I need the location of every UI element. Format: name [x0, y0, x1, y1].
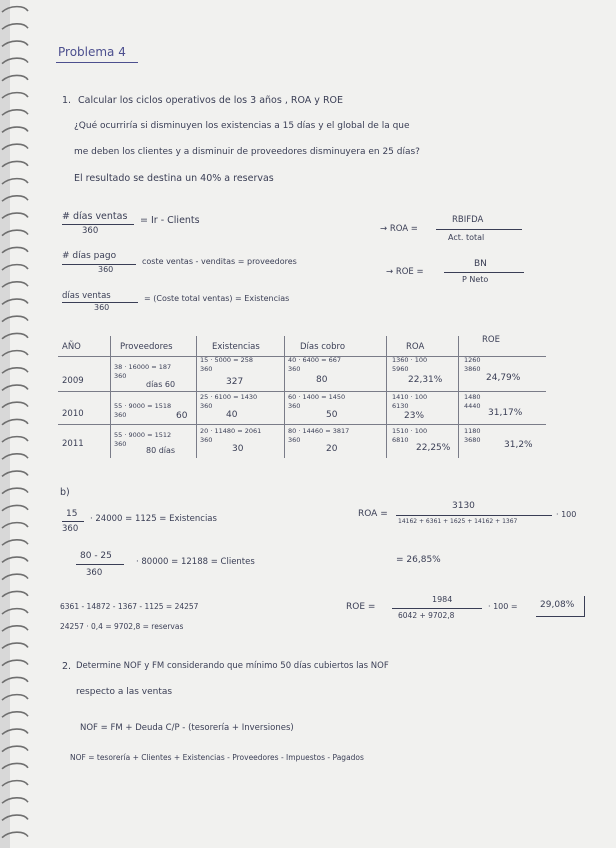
- part-b-roa-label: ROA =: [358, 509, 388, 519]
- fraction-bar: [76, 564, 124, 565]
- table-header-collection: Días cobro: [300, 342, 346, 352]
- table-cell: 1480: [464, 393, 481, 401]
- question-1-line: Calcular los ciclos operativos de los 3 años , ROA y ROE: [78, 95, 344, 106]
- roa-numerator: RBIFDA: [452, 215, 484, 225]
- fraction-bar: [392, 608, 482, 609]
- result-bracket: [536, 596, 585, 617]
- question-1-line: me deben los clientes y a disminuir de proveedores disminuyera en 25 días?: [74, 147, 420, 157]
- formula-2-numerator: # días pago: [62, 251, 117, 261]
- table-cell: 360: [200, 402, 213, 410]
- table-row-year: 2010: [62, 409, 84, 419]
- table-row-year: 2009: [62, 376, 84, 386]
- table-cell: 360: [200, 365, 213, 373]
- part-b-eq2-rest: · 80000 = 12188 = Clientes: [136, 557, 255, 567]
- table-cell: 327: [226, 377, 244, 387]
- table-cell: 80 días: [146, 446, 176, 455]
- fraction-bar: [436, 229, 522, 230]
- formula-2-denominator: 360: [98, 265, 114, 274]
- table-cell: 55 · 9000 = 1512: [114, 431, 172, 439]
- table-cell: 38 · 16000 = 187: [114, 363, 172, 371]
- table-cell: 20 · 11480 = 2061: [200, 427, 262, 435]
- table-cell: 22,31%: [408, 375, 443, 385]
- table-cell: 3680: [464, 436, 481, 444]
- formula-3-numerator: días ventas: [62, 291, 111, 301]
- table-cell: 5960: [392, 365, 409, 373]
- table-cell: 22,25%: [416, 443, 451, 453]
- part-b-roa-tail: · 100: [556, 510, 577, 519]
- q2-equation-1: NOF = FM + Deuda C/P - (tesorería + Inversiones): [80, 723, 294, 733]
- part-b-eq1-rest: · 24000 = 1125 = Existencias: [90, 514, 217, 524]
- fraction-bar: [396, 515, 552, 516]
- roe-label: → ROE =: [386, 267, 424, 277]
- title-underline: [56, 62, 138, 63]
- part-b-roe-label: ROE =: [346, 602, 376, 612]
- table-cell: 360: [288, 402, 301, 410]
- table-cell: 1410 · 100: [392, 393, 428, 401]
- q2-equation-2: NOF = tesorería + Clientes + Existencias - Proveedores - Impuestos - Pagados: [70, 753, 364, 762]
- table-cell: 23%: [404, 411, 425, 421]
- table-cell: 360: [200, 436, 213, 444]
- table-cell: 15 · 5000 = 258: [200, 356, 253, 364]
- part-b-roe-tail: · 100 =: [488, 602, 518, 611]
- question-1-number: 1.: [62, 95, 72, 106]
- part-b-eq1-numerator: 15: [66, 509, 78, 519]
- formula-3-denominator: 360: [94, 303, 110, 312]
- formula-3-rest: = (Coste total ventas) = Existencias: [144, 294, 290, 303]
- table-cell: 80 · 14460 = 3817: [288, 427, 350, 435]
- table-cell: 80: [316, 375, 328, 385]
- table-cell: 6130: [392, 402, 409, 410]
- table-header-suppliers: Proveedores: [120, 342, 173, 352]
- problem-title: Problema 4: [58, 45, 126, 59]
- table-cell: 1360 · 100: [392, 356, 428, 364]
- table-cell: 50: [326, 410, 338, 420]
- part-b-eq2-denominator: 360: [86, 568, 103, 578]
- roe-numerator: BN: [474, 259, 487, 269]
- table-cell: 1510 · 100: [392, 427, 428, 435]
- question-2-line: respecto a las ventas: [76, 687, 173, 697]
- table-cell: 31,2%: [504, 440, 533, 450]
- table-cell: 31,17%: [488, 408, 523, 418]
- table-cell: días 60: [146, 380, 176, 389]
- roa-label: → ROA =: [380, 224, 418, 234]
- part-b-line-3: 6361 - 14872 - 1367 - 1125 = 24257: [60, 602, 199, 611]
- formula-1-numerator: # días ventas: [62, 211, 128, 222]
- table-cell: 6810: [392, 436, 409, 444]
- table-cell: 60 · 1400 = 1450: [288, 393, 346, 401]
- table-cell: 40 · 6400 = 667: [288, 356, 341, 364]
- question-1-line: El resultado se destina un 40% a reservas: [74, 173, 274, 184]
- part-b-roa-numerator: 3130: [452, 501, 475, 511]
- table-header-roe: ROE: [482, 335, 500, 345]
- part-b-roe-result: 29,08%: [540, 600, 575, 610]
- table-cell: 24,79%: [486, 373, 521, 383]
- question-1-line: ¿Qué ocurriría si disminuyen los existencias a 15 días y el global de la que: [74, 121, 410, 131]
- table-cell: 1180: [464, 427, 481, 435]
- part-b-roe-denominator: 6042 + 9702,8: [398, 611, 455, 620]
- table-cell: 360: [288, 365, 301, 373]
- spiral-binding: [0, 0, 34, 848]
- table-cell: 4440: [464, 402, 481, 410]
- table-cell: 55 · 9000 = 1518: [114, 402, 172, 410]
- table-cell: 30: [232, 444, 244, 454]
- formula-2-rest: coste ventas - venditas = proveedores: [142, 257, 297, 266]
- question-2-line: Determine NOF y FM considerando que mínimo 50 días cubiertos las NOF: [76, 661, 389, 671]
- part-b-label: b): [60, 487, 70, 498]
- table-header-roa: ROA: [406, 342, 425, 352]
- table-header-year: AÑO: [62, 342, 81, 352]
- table-row-year: 2011: [62, 439, 84, 449]
- table-cell: 360: [288, 436, 301, 444]
- fraction-bar: [62, 521, 84, 522]
- part-b-eq1-denominator: 360: [62, 524, 79, 534]
- formula-1-denominator: 360: [82, 226, 99, 236]
- table-cell: 40: [226, 410, 238, 420]
- fraction-bar: [62, 224, 134, 225]
- part-b-roa-result: = 26,85%: [396, 555, 441, 565]
- table-cell: 60: [176, 411, 188, 421]
- table-cell: 3860: [464, 365, 481, 373]
- table-cell: 360: [114, 440, 127, 448]
- question-2-number: 2.: [62, 661, 72, 672]
- formula-1-rest: = Ir - Clients: [140, 215, 200, 226]
- part-b-roe-numerator: 1984: [432, 595, 453, 604]
- roa-denominator: Act. total: [448, 233, 485, 242]
- part-b-line-4: 24257 · 0,4 = 9702,8 = reservas: [60, 622, 184, 631]
- table-cell: 25 · 6100 = 1430: [200, 393, 258, 401]
- table-cell: 1260: [464, 356, 481, 364]
- part-b-eq2-numerator: 80 - 25: [80, 551, 112, 561]
- table-cell: 360: [114, 411, 127, 419]
- table-cell: 360: [114, 372, 127, 380]
- roe-denominator: P Neto: [462, 275, 489, 284]
- fraction-bar: [444, 272, 524, 273]
- table-header-stock: Existencias: [212, 342, 260, 352]
- table-cell: 20: [326, 444, 338, 454]
- part-b-roa-denominator: 14162 + 6361 + 1625 + 14162 + 1367: [398, 518, 518, 525]
